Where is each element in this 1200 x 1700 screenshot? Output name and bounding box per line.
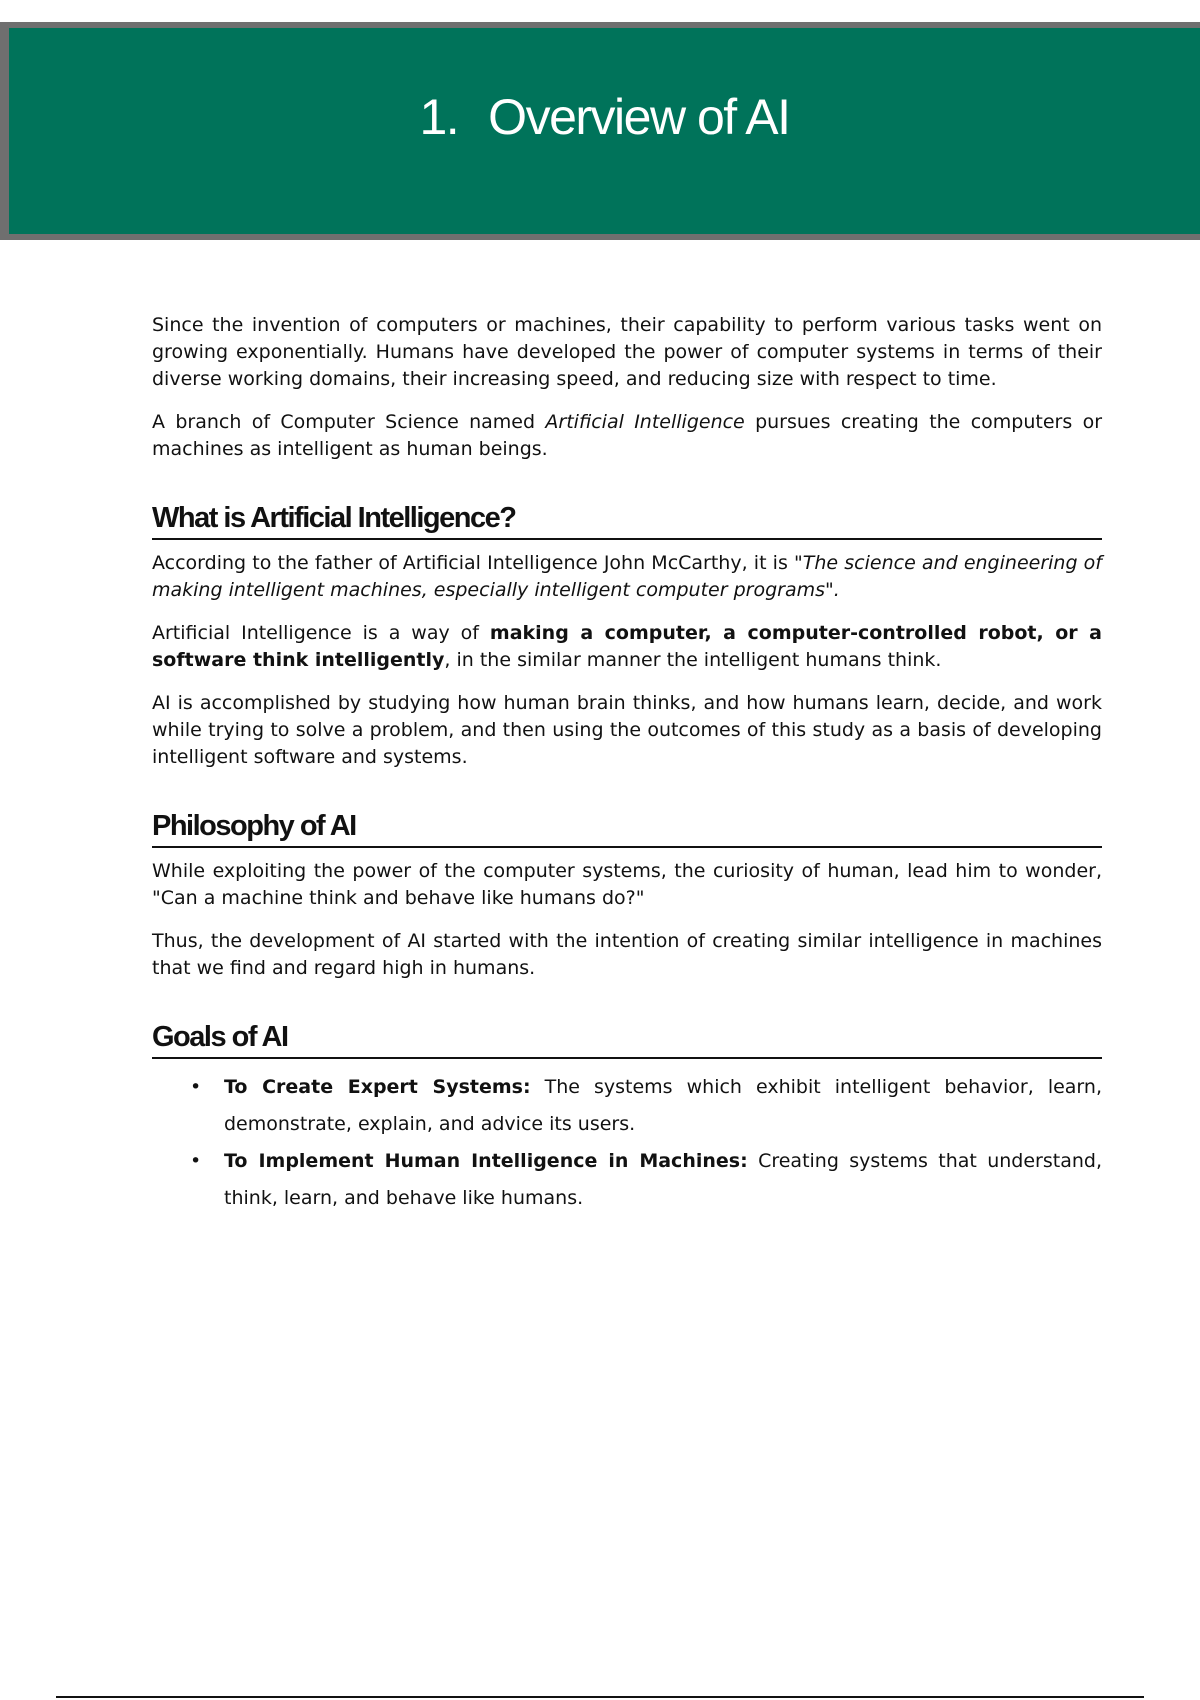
list-item	[190, 1143, 1102, 1217]
goal-title: To Implement Human Intelligence in Machines:	[224, 1150, 748, 1172]
section-heading-what-is-ai: What is Artificial Intelligence?	[152, 501, 1102, 540]
bullet-icon: •	[190, 1076, 202, 1098]
what-is-ai-paragraph-1	[152, 550, 1102, 604]
what-is-ai-paragraph-3: AI is accomplished by studying how human brain thinks, and how humans learn, decide, and work while trying to solve a problem, and then using the outcomes of this study as a basis of developing intelligent software and systems.	[152, 692, 1102, 768]
bullet-icon: •	[190, 1150, 202, 1172]
goal-description: The systems which exhibit intelligent behavior, learn, demonstrate, explain, and advice its users.	[224, 1076, 1102, 1135]
intro-paragraph-2	[152, 409, 1102, 463]
definition-text-before: Artificial Intelligence is a way of	[152, 622, 490, 644]
definition-bold: making a computer, a computer-controlled robot, or a software think intelligently	[152, 622, 1103, 671]
philosophy-paragraph-2: Thus, the development of AI started with the intention of creating similar intelligence in machines that we find and regard high in humans.	[152, 930, 1102, 979]
chapter-banner	[0, 22, 1200, 240]
intro-p2-text-after: pursues creating the computers or machines as intelligent as human beings.	[152, 411, 1103, 460]
chapter-number: 1.	[419, 89, 459, 145]
intro-paragraph-1: Since the invention of computers or machines, their capability to perform various tasks went on growing exponentially. Humans have developed the power of computer systems in terms of their diverse working domains, their increasing speed, and reducing size with respect to time.	[152, 314, 1102, 390]
mccarthy-quote: "The science and engineering of making intelligent machines, especially intelligent computer programs".	[152, 552, 1102, 601]
chapter-title	[9, 89, 1200, 145]
page-content	[152, 312, 1102, 1217]
list-item	[190, 1069, 1102, 1143]
intro-p2-italic-term: Artificial Intelligence	[545, 411, 745, 433]
definition-text-after: , in the similar manner the intelligent humans think.	[444, 649, 942, 671]
what-is-ai-paragraph-2	[152, 620, 1102, 674]
goal-description: Creating systems that understand, think, learn, and behave like humans.	[224, 1150, 1103, 1209]
goal-title: To Create Expert Systems:	[224, 1076, 531, 1098]
chapter-title-text: Overview of AI	[488, 89, 790, 145]
section-heading-philosophy: Philosophy of AI	[152, 809, 1102, 848]
goals-list	[152, 1069, 1102, 1217]
section-heading-goals: Goals of AI	[152, 1020, 1102, 1059]
mccarthy-text: According to the father of Artificial Intelligence John McCarthy, it is	[152, 552, 795, 574]
footer-rule	[56, 1696, 1144, 1698]
intro-p2-text-before: A branch of Computer Science named	[152, 411, 546, 433]
philosophy-paragraph-1: While exploiting the power of the computer systems, the curiosity of human, lead him to wonder, "Can a machine think and behave like humans do?"	[152, 860, 1102, 909]
